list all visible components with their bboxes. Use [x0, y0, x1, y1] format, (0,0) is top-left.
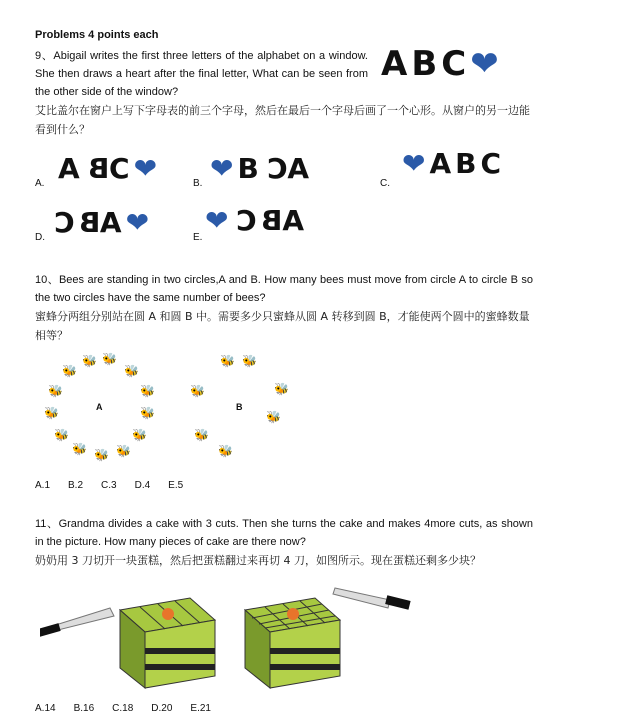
q9-text-en: 9、Abigail writes the first three letters of the alphabet on a window. She then draws a heart after the final letter, What can be seen from the other side of the window? — [35, 50, 368, 98]
q9-option-b-image: ❤BCA — [210, 152, 314, 185]
q9-option-e-label: E. — [193, 232, 203, 243]
q10-text-cn: 蜜蜂分两组分别站在圆 A 和圆 B 中。需要多少只蜜蜂从圆 A 转移到圆 B，才能使两个圆中的蜜蜂数量相等？ — [35, 310, 530, 342]
bee-circle-a — [40, 350, 170, 470]
q9-option-d-image: CBA❤ — [50, 206, 154, 239]
heart-icon: ❤ — [205, 204, 233, 237]
bee-icon: 🐝 — [140, 384, 155, 398]
knife-icon-right — [333, 588, 411, 610]
q10-choice-e[interactable]: E.5 — [168, 480, 184, 491]
heart-icon: ❤ — [210, 152, 238, 185]
heart-icon: ❤ — [125, 206, 154, 239]
q10-choice-d[interactable]: D.4 — [134, 480, 151, 491]
q9-sample-letters: ABC — [381, 44, 471, 84]
q9-option-e-image: ❤CBA — [205, 204, 309, 237]
bee-icon: 🐝 — [124, 364, 139, 378]
bee-icon: 🐝 — [190, 384, 205, 398]
bee-circle-b — [180, 350, 300, 458]
q11-choice-b[interactable]: B.16 — [73, 703, 95, 714]
bee-icon: 🐝 — [242, 354, 257, 368]
q11-choices — [35, 703, 229, 714]
heart-icon: ❤ — [470, 44, 503, 84]
bee-icon: 🐝 — [72, 442, 87, 456]
q9-sample-image — [381, 44, 503, 84]
q10-choice-b[interactable]: B.2 — [68, 480, 84, 491]
bee-icon: 🐝 — [266, 410, 281, 424]
q9-option-c-label: C. — [380, 178, 390, 189]
bee-icon: 🐝 — [194, 428, 209, 442]
bee-icon: 🐝 — [274, 382, 289, 396]
bee-icon: 🐝 — [140, 406, 155, 420]
bee-icon: 🐝 — [62, 364, 77, 378]
q9-option-c-image: ❤ABC — [402, 147, 506, 180]
bee-icon: 🐝 — [218, 444, 233, 458]
bee-icon: 🐝 — [54, 428, 69, 442]
q11-text-en: 11、Grandma divides a cake with 3 cuts. Then she turns the cake and makes 4more cuts, as shown in the picture. How many pieces of cake are there now? — [35, 518, 533, 548]
bee-icon: 🐝 — [132, 428, 147, 442]
section-heading: Problems 4 points each — [35, 29, 159, 41]
q11-text-cn: 奶奶用 3 刀切开一块蛋糕，然后把蛋糕翻过来再切 4 刀，如图所示。现在蛋糕还剩多少块？ — [35, 554, 481, 567]
q11-choice-e[interactable]: E.21 — [190, 703, 211, 714]
bee-icon: 🐝 — [102, 352, 117, 366]
bee-icon: 🐝 — [220, 354, 235, 368]
circle-b-label: B — [236, 402, 243, 412]
q9-option-b-label: B. — [193, 178, 203, 189]
q11-choice-d[interactable]: D.20 — [151, 703, 173, 714]
bee-icon: 🐝 — [82, 354, 97, 368]
q10-choices — [35, 480, 201, 491]
q10-text-en: 10、Bees are standing in two circles,A and B. How many bees must move from circle A to circle B so the two circles have the same number of bees? — [35, 274, 533, 304]
q10-choice-c[interactable]: C.3 — [101, 480, 117, 491]
bee-icon: 🐝 — [116, 444, 131, 458]
q9-text-cn: 艾比盖尔在窗户上写下字母表的前三个字母，然后在最后一个字母后画了一个心形。从窗户的另一边能看到什么？ — [35, 104, 530, 136]
bee-icon: 🐝 — [48, 384, 63, 398]
heart-icon: ❤ — [402, 147, 430, 180]
cake-illustration — [40, 580, 420, 695]
bee-icon: 🐝 — [94, 448, 109, 462]
circle-a-label: A — [96, 402, 103, 412]
cake-left — [120, 598, 215, 688]
q9-option-d-label: D. — [35, 232, 45, 243]
cake-right — [245, 598, 340, 688]
q9-option-a-image: ABC❤ — [58, 152, 162, 185]
bee-icon: 🐝 — [44, 406, 59, 420]
heart-icon: ❤ — [133, 152, 162, 185]
knife-icon-left — [40, 608, 114, 637]
q11-choice-c[interactable]: C.18 — [112, 703, 134, 714]
q11-choice-a[interactable]: A.14 — [35, 703, 56, 714]
q9-option-a-label: A. — [35, 178, 45, 189]
q10-choice-a[interactable]: A.1 — [35, 480, 51, 491]
